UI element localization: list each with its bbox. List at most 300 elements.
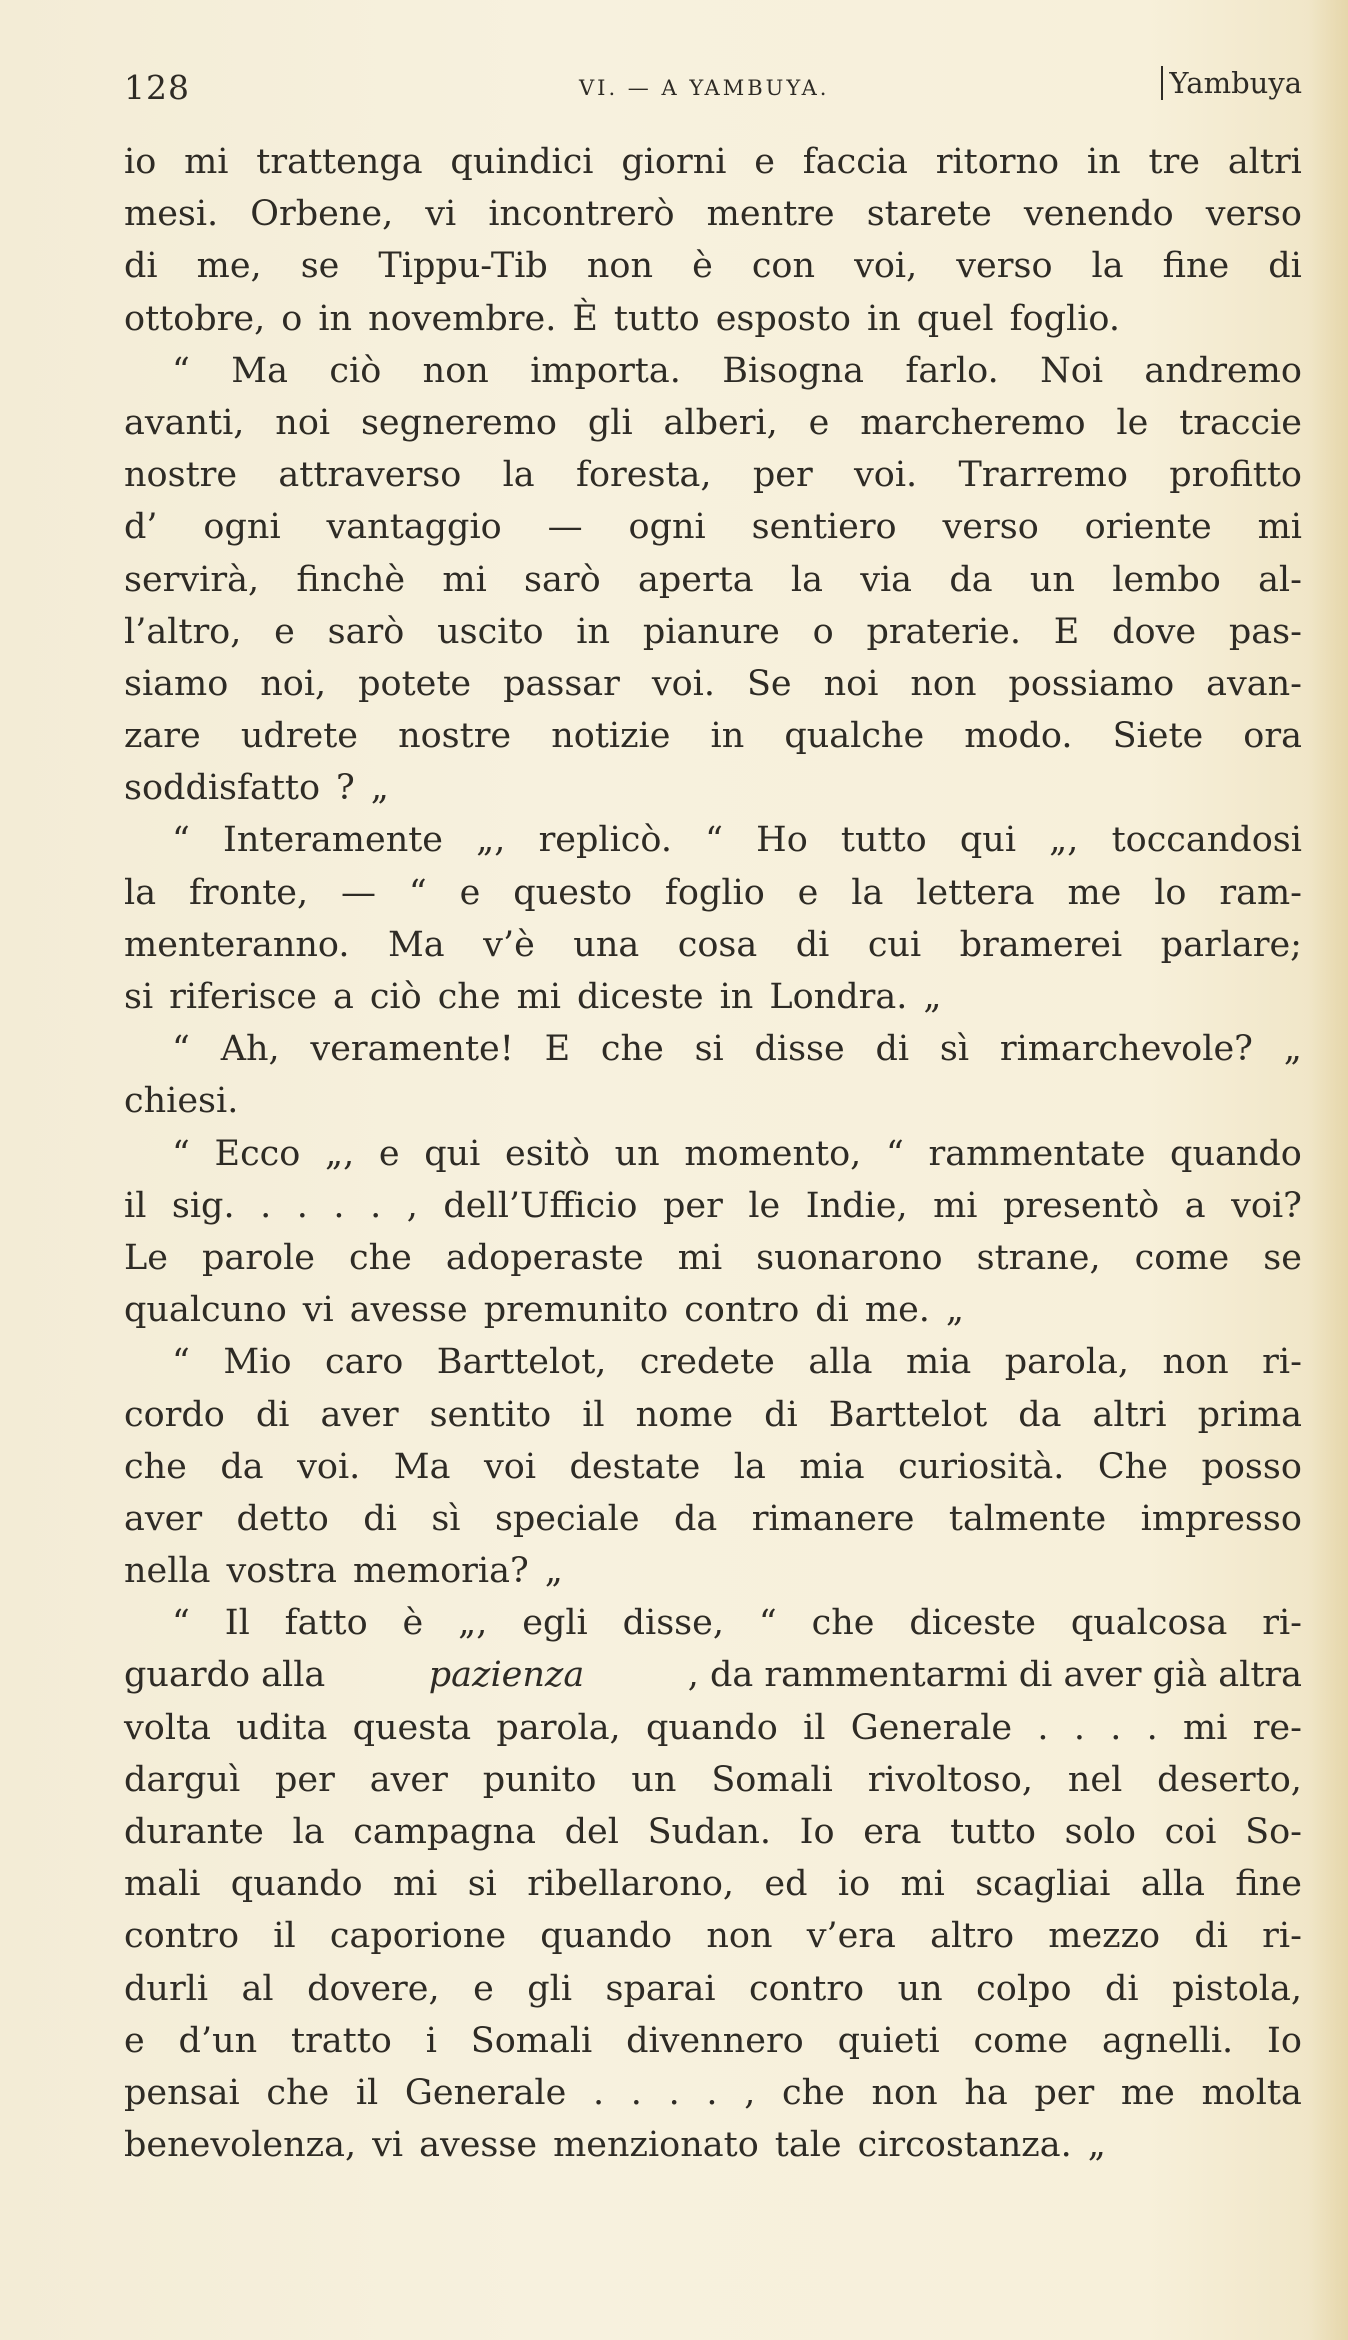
word: non xyxy=(706,1916,773,1957)
word: volta xyxy=(124,1707,211,1748)
word: faccia xyxy=(802,142,908,182)
word: „ xyxy=(945,1290,965,1331)
word: contro xyxy=(124,1916,240,1957)
word: un xyxy=(1029,559,1075,600)
word: egli xyxy=(522,1603,588,1644)
word: ribellarono, xyxy=(527,1864,735,1905)
word: Barttelot, xyxy=(436,1342,607,1383)
word: di xyxy=(124,246,158,287)
word: — xyxy=(547,507,583,548)
word: in xyxy=(866,298,901,339)
word: lo xyxy=(1154,872,1187,913)
word: ri- xyxy=(1262,1916,1302,1957)
word: e xyxy=(274,611,295,652)
word: . xyxy=(593,2072,605,2113)
word: „, xyxy=(324,1133,355,1174)
word: di xyxy=(1268,246,1302,287)
text-line xyxy=(124,2067,1302,2119)
text-line xyxy=(124,1284,1302,1336)
word: qualche xyxy=(784,716,925,757)
word: non xyxy=(586,246,654,287)
word: — xyxy=(341,872,377,913)
word: mi xyxy=(184,142,229,182)
word: . xyxy=(333,1185,345,1226)
word: possiamo xyxy=(1008,663,1175,704)
text-line xyxy=(124,554,1302,606)
word: quando xyxy=(230,1864,363,1905)
word: ed xyxy=(764,1864,808,1905)
word: oriente xyxy=(1084,507,1212,548)
word: si xyxy=(467,1864,497,1905)
word: è xyxy=(692,246,713,287)
word: . xyxy=(296,1185,308,1226)
word: una xyxy=(573,924,640,965)
word: disse xyxy=(754,1029,845,1070)
word: modo. xyxy=(964,716,1073,757)
text-line xyxy=(124,1023,1302,1075)
word: scagliai xyxy=(975,1864,1111,1905)
word: di xyxy=(795,924,830,965)
word: sparai xyxy=(605,1968,716,2009)
text-line xyxy=(124,762,1302,814)
text-line xyxy=(124,658,1302,710)
word: suonarono xyxy=(756,1237,943,1278)
word: verso xyxy=(1205,194,1302,235)
italic-word: pazienza xyxy=(428,1655,585,1696)
word: re- xyxy=(1252,1707,1302,1748)
word: ri- xyxy=(1262,1603,1302,1644)
text-line xyxy=(124,501,1302,553)
word: le xyxy=(748,1185,781,1226)
word: sì xyxy=(939,1029,970,1070)
word: foglio xyxy=(664,872,765,913)
word: rammentate xyxy=(928,1133,1146,1174)
word: Ah, xyxy=(220,1029,280,1070)
word: siamo xyxy=(124,663,229,704)
word: presentò xyxy=(1003,1185,1160,1226)
word: mentre xyxy=(706,194,835,235)
word: trattenga xyxy=(256,142,423,182)
word: uscito xyxy=(437,611,544,652)
word: E xyxy=(1053,611,1080,652)
word: rimanere xyxy=(751,1498,915,1539)
word: rimarchevole? xyxy=(999,1029,1253,1070)
word: Il xyxy=(224,1603,250,1644)
word: attraverso xyxy=(278,455,462,496)
word: avanti, xyxy=(124,402,245,443)
word: per xyxy=(1034,2072,1095,2113)
word: zare xyxy=(124,716,201,757)
word: di xyxy=(875,1029,910,1070)
word: profitto xyxy=(1169,455,1302,496)
word: Che xyxy=(1097,1446,1168,1487)
word: ritorno xyxy=(935,142,1060,182)
word: fine xyxy=(1235,1864,1302,1905)
word: la xyxy=(502,455,535,496)
word: e xyxy=(378,1133,400,1174)
word: . xyxy=(1110,1707,1122,1748)
word: soddisfatto xyxy=(124,768,321,809)
text-line xyxy=(124,1754,1302,1806)
word: esitò xyxy=(504,1133,590,1174)
word: del xyxy=(564,1812,619,1852)
word: dovere, xyxy=(307,1968,440,2009)
text-line xyxy=(124,919,1302,971)
word: a xyxy=(332,977,354,1017)
word: in xyxy=(719,977,754,1017)
word: E xyxy=(544,1029,571,1070)
word: Ma xyxy=(393,1446,451,1487)
page-edge-shadow xyxy=(1308,0,1348,2340)
word: ram- xyxy=(1219,872,1302,913)
word: via xyxy=(860,559,913,600)
word: foresta, xyxy=(576,455,712,496)
word: la xyxy=(124,872,157,913)
word: voi. xyxy=(297,1446,361,1487)
word: Bisogna xyxy=(722,350,865,391)
word: Somali xyxy=(470,2020,593,2061)
word: adoperaste xyxy=(445,1237,644,1278)
word: da xyxy=(674,1498,718,1539)
word: giorni xyxy=(621,142,727,182)
word: diceste xyxy=(909,1603,1036,1644)
word: durli xyxy=(124,1968,209,2009)
word: alla xyxy=(1140,1864,1205,1905)
word: campagna xyxy=(353,1812,536,1852)
word: finchè xyxy=(296,559,406,600)
word: mi xyxy=(1257,507,1302,548)
word: con xyxy=(751,246,816,287)
word: mia xyxy=(799,1446,865,1487)
word: posso xyxy=(1201,1446,1302,1487)
word: „ xyxy=(1283,1029,1302,1070)
word: noi xyxy=(275,402,331,443)
word: aver xyxy=(320,1394,399,1435)
word: mesi. xyxy=(124,194,219,235)
word: benevolenza, xyxy=(124,2125,357,2166)
word: speciale xyxy=(494,1498,640,1539)
word: sig. xyxy=(171,1185,235,1226)
word: mia xyxy=(906,1342,972,1383)
word: parole xyxy=(202,1237,315,1278)
word: Generale xyxy=(404,2072,567,2113)
word: parola, xyxy=(1004,1342,1130,1383)
word: cordo xyxy=(124,1394,225,1435)
word: ora xyxy=(1243,716,1302,757)
word: „ xyxy=(1087,2125,1106,2166)
word: lettera xyxy=(916,872,1035,913)
word: . xyxy=(1146,1707,1158,1748)
word: “ xyxy=(885,1133,904,1174)
word: Indie, xyxy=(805,1185,908,1226)
word: Orbene, xyxy=(250,194,394,235)
word: vi xyxy=(425,194,457,235)
word: avesse xyxy=(419,2125,538,2166)
word: che xyxy=(349,1237,412,1278)
word: Se xyxy=(746,663,792,704)
word: gli xyxy=(527,1968,573,2009)
word: di xyxy=(764,1394,798,1435)
word: tutto xyxy=(613,298,700,339)
word: So- xyxy=(1245,1812,1302,1852)
word: aver xyxy=(369,1759,448,1800)
text-fragment: guardo alla xyxy=(124,1655,326,1696)
text-line xyxy=(124,1702,1302,1754)
word: “ xyxy=(172,1029,190,1070)
word: ottobre, xyxy=(124,298,266,339)
word: altri xyxy=(1227,142,1302,182)
word: circostanza. xyxy=(857,2125,1072,2166)
word: se xyxy=(1263,1237,1302,1278)
word: Io xyxy=(1267,2020,1302,2061)
word: praterie. xyxy=(866,611,1022,652)
text-line xyxy=(124,1493,1302,1545)
word: Interamente xyxy=(223,820,444,861)
word: quieti xyxy=(837,2020,940,2061)
word: era xyxy=(863,1812,922,1852)
word: d’un xyxy=(178,2020,258,2061)
word: bramerei xyxy=(959,924,1123,965)
word: Io xyxy=(799,1812,835,1852)
word: qui xyxy=(959,820,1017,861)
word: farlo. xyxy=(905,350,999,391)
word: di xyxy=(815,1290,849,1331)
word: È xyxy=(572,298,598,339)
word: “ xyxy=(758,1603,777,1644)
word: qualcuno xyxy=(124,1290,287,1331)
word: “ xyxy=(172,1133,190,1174)
word: il xyxy=(124,1185,147,1226)
word: deserto, xyxy=(1157,1759,1302,1800)
word: dell’Ufficio xyxy=(443,1185,638,1226)
word: vi xyxy=(302,1290,334,1331)
word: la xyxy=(790,559,823,600)
word: non xyxy=(422,350,489,391)
word: si xyxy=(694,1029,724,1070)
word: quando xyxy=(645,1707,778,1748)
word: , xyxy=(406,1185,418,1226)
word: nella xyxy=(124,1551,211,1592)
word: importa. xyxy=(530,350,681,391)
word: quando xyxy=(540,1916,673,1957)
word: “ xyxy=(408,872,427,913)
word: divennero xyxy=(626,2020,804,2061)
running-header xyxy=(124,62,1302,112)
word: io xyxy=(124,142,157,182)
word: se xyxy=(300,246,340,287)
chapter-title: VI. — A YAMBUYA. xyxy=(579,76,830,100)
word: tre xyxy=(1148,142,1200,182)
word: pistola, xyxy=(1172,1968,1302,2009)
word: “ xyxy=(705,820,724,861)
text-line xyxy=(124,1441,1302,1493)
margin-note: Yambuya xyxy=(1161,66,1302,100)
word: non xyxy=(910,663,977,704)
word: da xyxy=(1018,1394,1062,1435)
word: voi. xyxy=(651,663,715,704)
word: in xyxy=(1086,142,1121,182)
word: Ecco xyxy=(214,1133,301,1174)
word: mi xyxy=(933,1185,978,1226)
word: . xyxy=(1073,1707,1085,1748)
text-line xyxy=(124,1180,1302,1232)
word: o xyxy=(281,298,303,339)
word: . xyxy=(668,2072,680,2113)
word: da xyxy=(220,1446,264,1487)
word: noi xyxy=(823,663,879,704)
word: Tippu-Tib xyxy=(378,246,548,287)
word: si xyxy=(124,977,154,1017)
word: e xyxy=(808,402,830,443)
word: fronte, xyxy=(188,872,309,913)
word: o xyxy=(812,611,834,652)
body-text xyxy=(124,136,1302,2171)
text-line xyxy=(124,710,1302,762)
word: parlare; xyxy=(1160,924,1302,965)
word: mi xyxy=(677,1237,723,1278)
word: al- xyxy=(1258,559,1302,600)
word: gli xyxy=(587,402,633,443)
word: aver xyxy=(124,1498,203,1539)
word: di xyxy=(255,1394,290,1435)
word: e xyxy=(124,2020,145,2061)
word: tale xyxy=(774,2125,842,2166)
word: prima xyxy=(1197,1394,1302,1435)
word: durante xyxy=(124,1812,264,1852)
word: ciò xyxy=(369,977,422,1017)
word: “ xyxy=(172,350,190,391)
word: talmente xyxy=(948,1498,1107,1539)
word: me xyxy=(1120,2072,1175,2113)
word: mi xyxy=(392,1864,438,1905)
word: premunito xyxy=(483,1290,669,1331)
word: questa xyxy=(352,1707,472,1748)
word: impresso xyxy=(1140,1498,1302,1539)
word: le xyxy=(1116,402,1149,443)
word: notizie xyxy=(551,716,671,757)
word: io xyxy=(837,1864,871,1905)
word: toccandosi xyxy=(1111,820,1302,861)
word: novembre. xyxy=(368,298,557,339)
text-line xyxy=(124,1963,1302,2015)
word: come xyxy=(973,2020,1069,2061)
word: non xyxy=(1162,1342,1229,1383)
word: alberi, xyxy=(663,402,778,443)
word: e xyxy=(473,1968,494,2009)
text-line xyxy=(124,1806,1302,1858)
word: agnelli. xyxy=(1101,2020,1234,2061)
word: . xyxy=(706,2072,718,2113)
text-line xyxy=(124,345,1302,397)
word: nostre xyxy=(124,455,238,496)
word: da xyxy=(949,559,993,600)
word: chiesi. xyxy=(124,1081,239,1122)
word: darguì xyxy=(124,1759,241,1800)
word: Mio xyxy=(223,1342,292,1383)
word: detto xyxy=(236,1498,329,1539)
word: verso xyxy=(942,507,1039,548)
word: v’era xyxy=(806,1916,896,1957)
word: andremo xyxy=(1144,350,1302,391)
text-fragment: , da rammentarmi di aver già altra xyxy=(687,1655,1302,1696)
word: mezzo xyxy=(1048,1916,1161,1957)
word: è xyxy=(402,1603,424,1644)
word: pensai xyxy=(124,2072,240,2113)
word: replicò. xyxy=(538,820,672,861)
word: tutto xyxy=(950,1812,1036,1852)
word: veramente! xyxy=(310,1029,514,1070)
text-line xyxy=(124,971,1302,1023)
word: nel xyxy=(1067,1759,1123,1800)
word: questo xyxy=(513,872,633,913)
word: qualcosa xyxy=(1070,1603,1228,1644)
word: caro xyxy=(325,1342,404,1383)
word: un xyxy=(631,1759,677,1800)
word: e xyxy=(459,872,481,913)
word: coi xyxy=(1164,1812,1217,1852)
word: . xyxy=(630,2072,642,2113)
word: il xyxy=(803,1707,826,1748)
word: la xyxy=(292,1812,325,1852)
word: v’è xyxy=(483,924,535,965)
word: „, xyxy=(476,820,506,861)
word: vostra xyxy=(226,1551,337,1592)
word: Le xyxy=(124,1237,168,1278)
word: passar xyxy=(503,663,620,704)
word: altro xyxy=(930,1916,1015,1957)
word: che xyxy=(811,1603,875,1644)
word: di xyxy=(1105,1968,1139,2009)
text-line xyxy=(124,1597,1302,1649)
text-line xyxy=(124,1910,1302,1962)
word: „ xyxy=(544,1551,563,1592)
word: contro xyxy=(684,1290,800,1331)
word: marcheremo xyxy=(860,402,1086,443)
text-line xyxy=(124,1128,1302,1180)
text-line xyxy=(124,814,1302,866)
word: Sudan. xyxy=(647,1812,772,1852)
word: voi, xyxy=(854,246,918,287)
page-number: 128 xyxy=(124,68,190,107)
word: in xyxy=(710,716,745,757)
word: strane, xyxy=(976,1237,1101,1278)
word: rivoltoso, xyxy=(867,1759,1033,1800)
word: parola, xyxy=(496,1707,621,1748)
word: e xyxy=(797,872,819,913)
word: sarò xyxy=(524,559,601,600)
word: menzionato xyxy=(553,2125,759,2166)
word: alla xyxy=(808,1342,873,1383)
word: „ xyxy=(923,977,942,1017)
word: in xyxy=(318,298,353,339)
word: un xyxy=(614,1133,660,1174)
word: di xyxy=(1194,1916,1228,1957)
word: che xyxy=(600,1029,664,1070)
word: avesse xyxy=(349,1290,468,1331)
word: che xyxy=(266,2072,330,2113)
word: Ma xyxy=(387,924,445,965)
word: quindici xyxy=(450,142,594,182)
word: solo xyxy=(1064,1812,1136,1852)
word: al xyxy=(241,1968,274,2009)
word: a xyxy=(1184,1185,1206,1226)
word: voi xyxy=(483,1446,537,1487)
word: mi xyxy=(442,559,487,600)
word: punito xyxy=(482,1759,597,1800)
word: esposto xyxy=(715,298,851,339)
word: Noi xyxy=(1040,350,1104,391)
word: caporione xyxy=(329,1916,507,1957)
